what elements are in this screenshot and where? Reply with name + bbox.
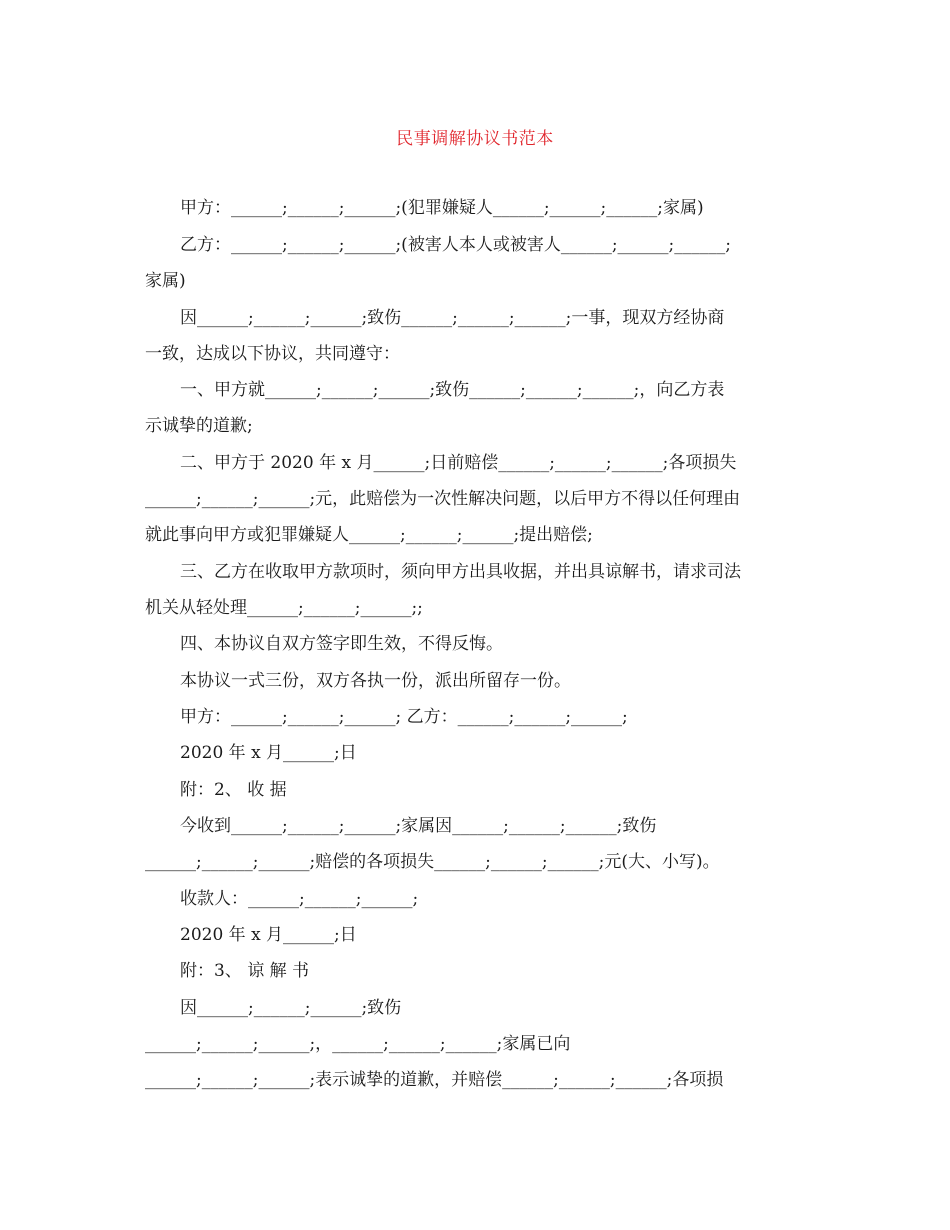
- clause-four: 四、本协议自双方签字即生效，不得反悔。: [180, 634, 503, 654]
- forgiveness-text-cont-2: ______;______;______;表示诚挚的道歉，并赔偿______;______;______;各项损: [145, 1070, 724, 1090]
- appendix-receipt-heading: 附：2、 收 据: [180, 780, 287, 800]
- clause-one: 一、甲方就______;______;______;致伤______;______;______;，向乙方表: [180, 380, 725, 400]
- party-b-line: 乙方：______;______;______;(被害人本人或被害人______;______;______;: [180, 235, 731, 255]
- clause-two: 二、甲方于 2020 年 x 月______;日前赔偿______;______;______;各项损失: [180, 453, 737, 473]
- date-line: 2020 年 x 月______;日: [180, 743, 357, 763]
- party-a-line: 甲方：______;______;______;(犯罪嫌疑人______;______;______;家属): [180, 198, 704, 218]
- cause-paragraph: 因______;______;______;致伤______;______;______;一事，现双方经协商: [180, 308, 725, 328]
- party-b-line-cont: 家属): [145, 271, 186, 291]
- forgiveness-text: 因______;______;______;致伤: [180, 998, 402, 1018]
- clause-two-cont-2: 就此事向甲方或犯罪嫌疑人______;______;______;提出赔偿;: [145, 525, 593, 545]
- receipt-text: 今收到______;______;______;家属因______;______;______;致伤: [180, 816, 657, 836]
- signature-line: 甲方：______;______;______; 乙方：______;______;______;: [180, 707, 628, 727]
- document-title: 民事调解协议书范本: [396, 129, 554, 149]
- copies-note: 本协议一式三份，双方各执一份，派出所留存一份。: [180, 671, 571, 691]
- clause-three: 三、乙方在收取甲方款项时，须向甲方出具收据，并出具谅解书，请求司法: [180, 562, 741, 582]
- payee-line: 收款人：______;______;______;: [180, 889, 419, 909]
- clause-one-cont: 示诚挚的道歉;: [145, 416, 253, 436]
- receipt-date-line: 2020 年 x 月______;日: [180, 925, 357, 945]
- appendix-forgiveness-heading: 附：3、 谅 解 书: [180, 961, 310, 981]
- receipt-text-cont: ______;______;______;赔偿的各项损失______;______;______;元(大、小写)。: [145, 852, 720, 872]
- clause-three-cont: 机关从轻处理______;______;______;;: [145, 598, 423, 618]
- forgiveness-text-cont-1: ______;______;______;，______;______;______;家属已向: [145, 1034, 571, 1054]
- cause-paragraph-cont: 一致，达成以下协议，共同遵守：: [145, 344, 400, 364]
- clause-two-cont-1: ______;______;______;元，此赔偿为一次性解决问题，以后甲方不得以任何理由: [145, 489, 741, 509]
